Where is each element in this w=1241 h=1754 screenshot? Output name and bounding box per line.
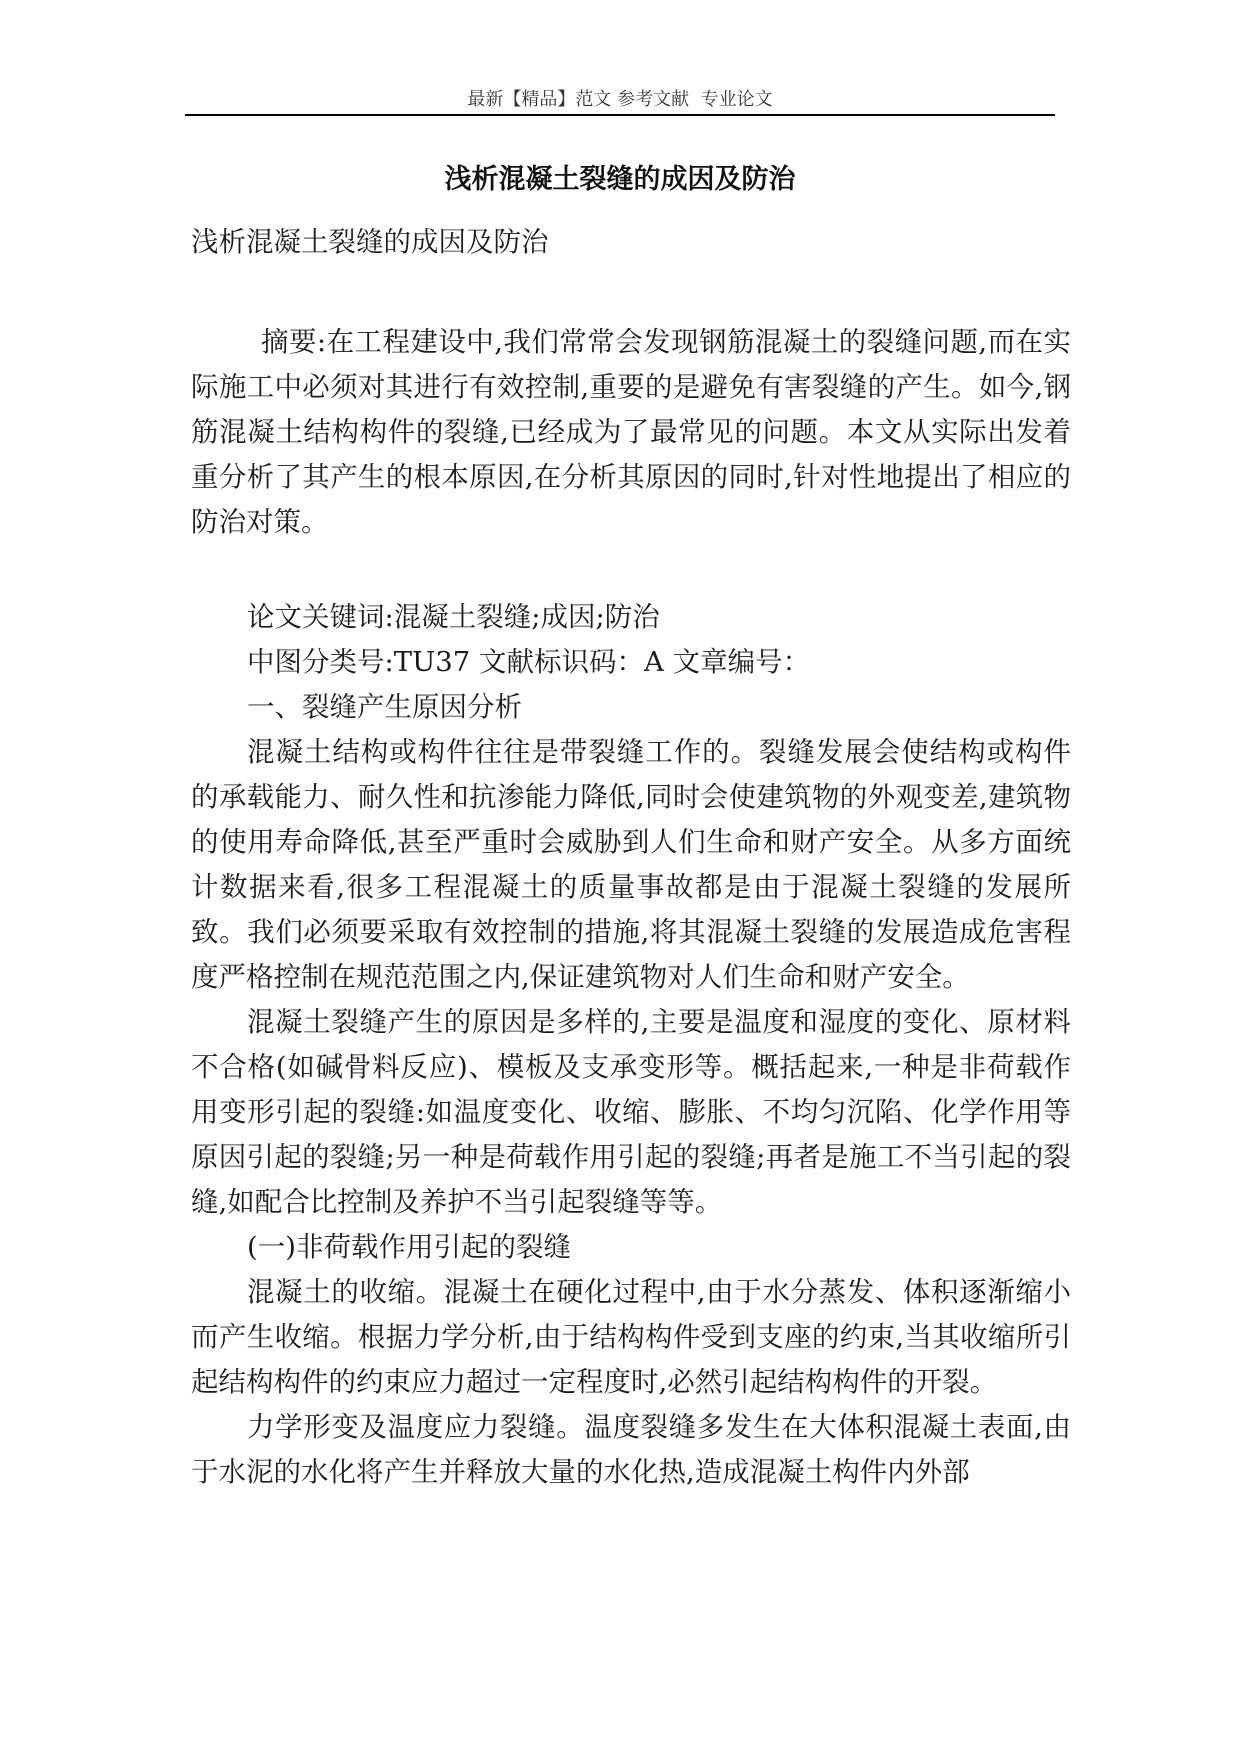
document-subtitle: 浅析混凝土裂缝的成因及防治 [191,226,549,258]
running-header: 最新【精品】范文 参考文献 专业论文 [467,89,773,110]
classification-line: 中图分类号:TU37 文献标识码：A 文章编号： [247,646,811,678]
body-paragraph: 力学形变及温度应力裂缝。温度裂缝多发生在大体积混凝土表面,由于水泥的水化将产生并释放大量的水化热,造成混凝土构件内外部 [191,1411,1071,1488]
keywords-line: 论文关键词:混凝土裂缝;成因;防治 [247,601,660,633]
body-paragraph: 混凝土结构或构件往往是带裂缝工作的。裂缝发展会使结构或构件的承载能力、耐久性和抗渗能力降低,同时会使建筑物的外观变差,建筑物的使用寿命降低,甚至严重时会威胁到人们生命和财产安全。从多方面统计数据来看,很多工程混凝土的质量事故都是由于混凝土裂缝的发展所致。我们必须要采取有效控制的措施,将其混凝土裂缝的发展造成危害程度严格控制在规范范围之内,保证建筑物对人们生命和财产安全。 [191,736,1071,993]
document-title: 浅析混凝土裂缝的成因及防治 [444,164,796,195]
subsection-heading: (一)非荷载作用引起的裂缝 [247,1231,571,1263]
body-paragraph: 混凝土裂缝产生的原因是多样的,主要是温度和湿度的变化、原材料不合格(如碱骨料反应)、模板及支承变形等。概括起来,一种是非荷载作用变形引起的裂缝:如温度变化、收缩、膨胀、不均匀沉陷、化学作用等原因引起的裂缝;另一种是荷载作用引起的裂缝;再者是施工不当引起的裂缝,如配合比控制及养护不当引起裂缝等等。 [191,1006,1071,1218]
document-body [191,220,1071,1495]
header-divider [185,114,1055,116]
abstract-paragraph: 摘要:在工程建设中,我们常常会发现钢筋混凝土的裂缝问题,而在实际施工中必须对其进行有效控制,重要的是避免有害裂缝的产生。如今,钢筋混凝土结构构件的裂缝,已经成为了最常见的问题。本文从实际出发着重分析了其产生的根本原因,在分析其原因的同时,针对性地提出了相应的防治对策。 [191,326,1071,538]
section-heading: 一、裂缝产生原因分析 [247,691,522,723]
body-paragraph: 混凝土的收缩。混凝土在硬化过程中,由于水分蒸发、体积逐渐缩小而产生收缩。根据力学分析,由于结构构件受到支座的约束,当其收缩所引起结构构件的约束应力超过一定程度时,必然引起结构构件的开裂。 [191,1276,1071,1398]
